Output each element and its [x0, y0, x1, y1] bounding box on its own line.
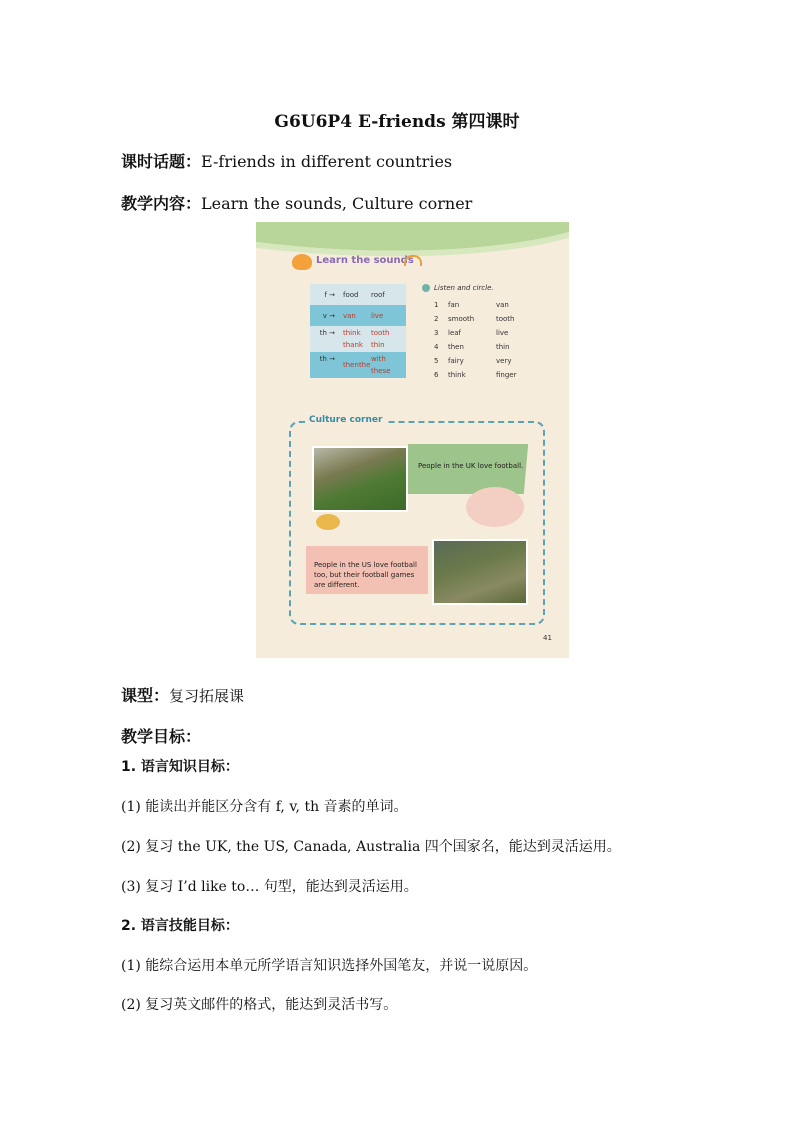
learn-sounds-title: Learn the sounds: [316, 255, 414, 266]
topic-label: 课时话题：: [121, 152, 202, 171]
list-item: 1 fan van: [434, 301, 509, 309]
sound-label: v →: [322, 311, 335, 320]
sound-word: live: [371, 311, 384, 320]
sounds-row: [310, 326, 406, 352]
content-line: [121, 191, 472, 214]
sounds-table: [310, 284, 406, 378]
caption-us: People in the US love football too, but their football games are different.: [314, 561, 417, 589]
football-photo-us: [432, 539, 528, 605]
football-graphic: [466, 487, 524, 527]
section1-item: (3) 复习 I’d like to… 句型，能达到灵活运用。: [121, 879, 418, 895]
sounds-row: [310, 284, 406, 305]
section2-heading: 2. 语言技能目标：: [121, 918, 239, 934]
sound-word: roof: [371, 290, 385, 299]
sounds-row: [310, 352, 406, 378]
list-item: 3 leaf live: [434, 329, 509, 337]
section2-item: (2) 复习英文邮件的格式，能达到灵活书写。: [121, 997, 398, 1013]
sound-word: think: [343, 329, 361, 337]
lesson-type-value: 复习拓展课: [169, 687, 245, 705]
football-photo-uk: [312, 446, 408, 512]
sounds-row: [310, 305, 406, 326]
sound-word: food: [343, 290, 359, 299]
sound-word: then: [343, 361, 359, 369]
culture-corner-title: Culture corner: [306, 415, 385, 425]
lesson-type-line: [121, 683, 244, 706]
list-item: 4 then thin: [434, 343, 510, 351]
sound-label: f →: [324, 290, 335, 299]
sound-word: van: [343, 311, 356, 320]
page-title: G6U6P4 E-friends 第四课时: [274, 112, 520, 132]
lesson-type-label: 课型：: [121, 686, 170, 705]
list-item: 2 smooth tooth: [434, 315, 515, 323]
sound-label: th →: [319, 329, 335, 337]
sound-word: tooth: [371, 329, 390, 337]
headphones-icon: [404, 255, 422, 266]
sound-word: thank: [343, 341, 363, 349]
sound-label: th →: [319, 355, 335, 363]
sound-word: thin: [371, 341, 385, 349]
goals-heading: 教学目标：: [121, 727, 202, 746]
textbook-page-image: [256, 222, 569, 658]
topic-line: [121, 149, 452, 172]
sound-word: with: [371, 355, 386, 363]
caption-uk: People in the UK love football.: [418, 462, 524, 470]
content-label: 教学内容：: [121, 194, 202, 213]
page-number: 41: [543, 634, 552, 642]
section2-item: (1) 能综合运用本单元所学语言知识选择外国笔友，并说一说原因。: [121, 958, 538, 974]
topic-value: E-friends in different countries: [201, 152, 453, 171]
listen-circle-label: Listen and circle.: [434, 284, 494, 292]
list-item: 5 fairy very: [434, 357, 512, 365]
section1-item: (1) 能读出并能区分含有 f, v, th 音素的单词。: [121, 799, 408, 815]
american-football-graphic: [316, 514, 340, 530]
word-list: [434, 301, 516, 385]
sound-word: these: [371, 367, 391, 375]
section1-heading: 1. 语言知识目标：: [121, 759, 239, 775]
cd-icon: [422, 284, 430, 292]
monster-icon: [292, 254, 312, 270]
list-item: 6 think finger: [434, 371, 517, 379]
section1-item: (2) 复习 the UK, the US, Canada, Australia 四个国家名，能达到灵活运用。: [121, 839, 621, 855]
content-value: Learn the sounds, Culture corner: [201, 194, 473, 213]
sound-word: the: [358, 361, 371, 369]
